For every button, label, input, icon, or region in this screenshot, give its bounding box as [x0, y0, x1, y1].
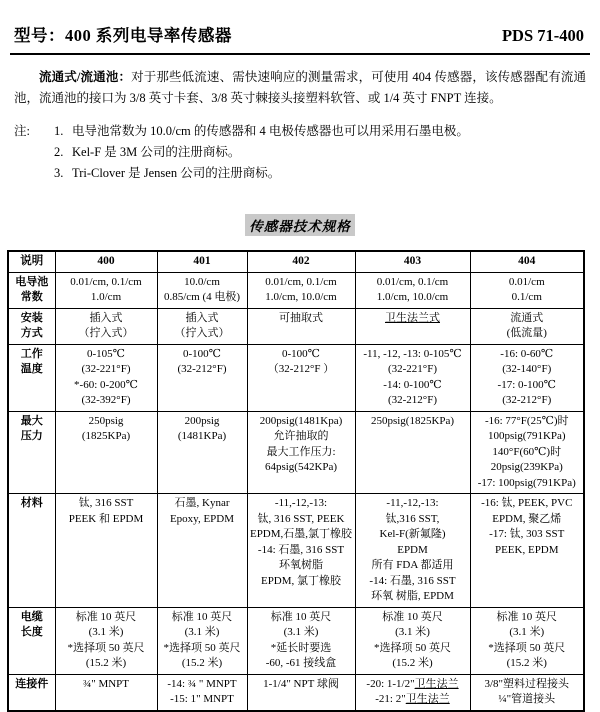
cell-line: 压力 [20, 430, 43, 442]
spec-row [8, 494, 584, 608]
cell-line: -15: 1" MNPT [170, 693, 234, 705]
cell-line: (15.2 米) [392, 657, 433, 669]
spec-row [8, 411, 584, 494]
spec-cell-402 [247, 308, 355, 344]
notes-block [14, 121, 586, 184]
spec-cell-404 [470, 494, 584, 608]
cell-line: 最大 [20, 414, 43, 427]
spec-cell-401 [157, 308, 247, 344]
document-header [0, 0, 600, 46]
spec-cell-404 [470, 272, 584, 308]
spec-cell-403 [355, 344, 470, 411]
cell-line: 10.0/cm [184, 275, 220, 288]
spec-cell-402 [247, 674, 355, 711]
cell-line: 1.0/cm, 10.0/cm [265, 291, 337, 303]
intro-body-text: 对于那些低流速、需快速响应的测量需求，可使用 404 传感器，该传感器配有流通池，流通池的接口为 3/8 英寸卡套、3/8 英寸棘接头接塑料软管、或 1/4 英寸 FNPT 连接。 [14, 70, 586, 105]
cell-line: -11, -12, -13: 0-105℃ [363, 347, 462, 360]
cell-line: 100psig(791KPa) [487, 430, 566, 442]
spec-table-body [8, 272, 584, 711]
spec-row [8, 272, 584, 308]
spec-row [8, 674, 584, 711]
cell-line: -17: 100psig(791KPa) [477, 476, 576, 489]
cell-line: 常数 [20, 291, 43, 303]
spec-cell-400 [55, 308, 157, 344]
spec-cell-404 [470, 674, 584, 711]
spec-cell-400 [55, 674, 157, 711]
cell-line: EPDM [397, 543, 428, 556]
cell-line: (3.1 米) [395, 626, 430, 638]
cell-line: 标准 10 英尺 [382, 610, 443, 623]
cell-line: ¼"管道接头 [498, 693, 556, 705]
cell-line: -17: 0-100℃ [497, 378, 556, 391]
cell-line: （拧入式） [174, 327, 230, 339]
cell-line: (32-392°F) [81, 394, 131, 406]
spec-cell-403 [355, 411, 470, 494]
cell-line: 石墨, Kynar [174, 497, 230, 509]
cell-line: *选择项 50 英尺 [163, 641, 241, 654]
cell-line: 安装 [20, 311, 43, 324]
spec-row [8, 308, 584, 344]
spec-row-label [8, 308, 55, 344]
cell-line: 1.0/cm [90, 291, 122, 303]
cell-line: 1-1/4" NPT 球阀 [263, 677, 339, 690]
cell-line: 200psig [184, 414, 220, 427]
section-title-wrap [0, 214, 600, 236]
spec-row-label [8, 411, 55, 494]
page-title: 型号：400 系列电导率传感器 [14, 26, 232, 45]
cell-line: 0.85/cm (4 电极) [163, 291, 241, 303]
spec-cell-404 [470, 411, 584, 494]
cell-line: 最大工作压力: [266, 445, 336, 458]
spec-cell-402 [247, 272, 355, 308]
cell-line: 1.0/cm, 10.0/cm [376, 291, 449, 303]
spec-cell-401 [157, 272, 247, 308]
cell-line-underlined: 卫生法兰式 [385, 311, 440, 324]
cell-line: *延长时要选 [270, 641, 332, 654]
spec-cell-404 [470, 344, 584, 411]
cell-line: 工作 [20, 347, 43, 360]
cell-line: 0.01/cm, 0.1/cm [70, 275, 142, 288]
cell-line: 标准 10 英尺 [496, 610, 557, 623]
cell-line: 长度 [20, 626, 43, 638]
cell-line: 0.01/cm, 0.1/cm [376, 275, 449, 288]
spec-cell-400 [55, 272, 157, 308]
cell-line: (1481KPa) [177, 430, 227, 442]
note-item [54, 121, 469, 142]
cell-line [358, 692, 468, 708]
cell-line: 环氧 树脂, EPDM [371, 590, 454, 602]
cell-line: EPDM,石墨,氯丁橡胶 [249, 528, 353, 540]
spec-row-label [8, 494, 55, 608]
cell-line: -11,-12,-13: [274, 497, 328, 509]
spec-col-header-404: 404 [470, 251, 584, 272]
cell-line: 20psig(239KPa) [490, 461, 563, 473]
spec-cell-401 [157, 411, 247, 494]
cell-line: 250psig(1825KPa) [370, 414, 455, 427]
cell-line: 钛, 316 SST [78, 497, 134, 509]
cell-line-prefix: -21: 2" [375, 693, 406, 705]
cell-line: 电缆 [20, 610, 43, 623]
cell-line: EPDM, 聚乙烯 [492, 512, 562, 525]
cell-line: *选择项 50 英尺 [67, 641, 145, 654]
cell-line: (32-221°F) [81, 363, 131, 375]
cell-line: 标准 10 英尺 [75, 610, 137, 623]
note-text: Tri-Clover 是 Jensen 公司的注册商标。 [72, 166, 281, 180]
document-number: PDS 71-400 [501, 26, 584, 45]
cell-line: （32-212°F ） [267, 363, 335, 375]
spec-cell-401 [157, 344, 247, 411]
note-item [54, 163, 469, 184]
cell-line: 流通式 [510, 311, 544, 324]
cell-line: 0-100℃ [183, 347, 221, 360]
sensor-spec-table [7, 250, 585, 712]
cell-line: 250psig [88, 414, 124, 427]
cell-line: *-60: 0-200℃ [74, 378, 138, 391]
cell-line: PEEK, EPDM [494, 543, 559, 556]
cell-line: 插入式 [89, 311, 123, 324]
cell-line: (32-212°F) [502, 394, 552, 406]
cell-line: -17: 钛, 303 SST [489, 528, 565, 540]
spec-col-header-400: 400 [55, 251, 157, 272]
section-title: 传感器技术规格 [245, 214, 355, 236]
spec-table-header-row [8, 251, 584, 272]
notes-list [54, 121, 469, 184]
spec-cell-401 [157, 494, 247, 608]
cell-line: (3.1 米) [88, 626, 124, 638]
cell-line: 0-105℃ [87, 347, 125, 360]
cell-line [358, 311, 468, 327]
cell-line: -14: 0-100℃ [383, 378, 442, 391]
cell-line: (3.1 米) [283, 626, 319, 638]
cell-line: 所有 FDA 都适用 [371, 559, 454, 571]
cell-line-underlined: 卫生法兰 [405, 693, 450, 705]
note-item [54, 142, 469, 163]
cell-line: EPDM, 氯丁橡胶 [260, 574, 342, 587]
spec-cell-402 [247, 344, 355, 411]
cell-line: 允许抽取的 [273, 430, 329, 442]
cell-line: 温度 [20, 363, 43, 375]
cell-line: 64psig(542KPa) [264, 461, 338, 473]
cell-line: (1825KPa) [81, 430, 131, 442]
spec-cell-402 [247, 411, 355, 494]
spec-col-header-402: 402 [247, 251, 355, 272]
spec-table-head [8, 251, 584, 272]
cell-line: -60, -61 接线盒 [265, 657, 337, 669]
cell-line: 标准 10 英尺 [270, 610, 332, 623]
cell-line: 标准 10 英尺 [171, 610, 233, 623]
cell-line: 可抽取式 [279, 311, 323, 324]
cell-line [358, 677, 468, 693]
spec-cell-403 [355, 308, 470, 344]
cell-line: (15.2 米) [85, 657, 127, 669]
cell-line: -11,-12,-13: [386, 497, 439, 509]
cell-line: 0-100℃ [282, 347, 320, 360]
spec-cell-400 [55, 494, 157, 608]
cell-line: -14: 石墨, 316 SST [369, 574, 456, 587]
cell-line: （拧入式） [78, 327, 134, 339]
cell-line: 电导池 [15, 275, 49, 288]
spec-cell-402 [247, 494, 355, 608]
cell-line: *选择项 50 英尺 [374, 641, 451, 654]
cell-line: (32-212°F) [387, 394, 437, 406]
cell-line-prefix: -20: 1-1/2" [366, 677, 415, 690]
spec-row [8, 344, 584, 411]
cell-line: 方式 [20, 327, 43, 339]
cell-line: -14: 石墨, 316 SST [257, 543, 345, 556]
spec-cell-403 [355, 272, 470, 308]
cell-line: -16: 77°F(25℃)时 [484, 414, 569, 427]
note-number: 1. [54, 124, 64, 138]
spec-col-header-401: 401 [157, 251, 247, 272]
header-divider [10, 53, 590, 55]
spec-cell-400 [55, 411, 157, 494]
cell-line-underlined: 卫生法兰 [414, 677, 459, 690]
intro-lead-label: 流通式/流通池： [39, 70, 132, 84]
cell-line: 0.01/cm [508, 275, 545, 288]
spec-cell-403 [355, 494, 470, 608]
note-text: Kel-F 是 3M 公司的注册商标。 [72, 145, 241, 159]
spec-row-label [8, 344, 55, 411]
cell-line: 材料 [20, 497, 43, 509]
cell-line: Epoxy, EPDM [169, 512, 235, 525]
cell-line: (低流量) [506, 327, 547, 339]
cell-line: Kel-F(新氟隆) [379, 528, 446, 540]
cell-line: PEEK 和 EPDM [68, 512, 144, 525]
note-number: 3. [54, 166, 64, 180]
cell-line: 钛, 316 SST, PEEK [257, 512, 345, 525]
cell-line: (32-140°F) [502, 363, 552, 375]
note-text: 电导池常数为 10.0/cm 的传感器和 4 电极传感器也可以用采用石墨电极。 [72, 124, 469, 138]
spec-cell-404 [470, 308, 584, 344]
cell-line: (32-221°F) [387, 363, 437, 375]
cell-line: 0.01/cm, 0.1/cm [265, 275, 337, 288]
cell-line: 环氧树脂 [279, 559, 323, 571]
spec-cell-401 [157, 674, 247, 711]
spec-cell-400 [55, 344, 157, 411]
cell-line: 连接件 [15, 677, 49, 690]
cell-line: ¾" MNPT [82, 677, 130, 690]
cell-line: 0.1/cm [511, 291, 542, 303]
cell-line: (3.1 米) [509, 626, 545, 638]
note-number: 2. [54, 145, 64, 159]
spec-cell-403 [355, 674, 470, 711]
cell-line: 插入式 [185, 311, 219, 324]
cell-line: (32-212°F) [177, 363, 227, 375]
spec-row-label [8, 674, 55, 711]
cell-line: -16: 0-60℃ [500, 347, 554, 360]
intro-paragraph [14, 67, 586, 109]
cell-line: *选择项 50 英尺 [488, 641, 566, 654]
spec-col-header-403: 403 [355, 251, 470, 272]
cell-line: 钛,316 SST, [385, 512, 440, 525]
spec-col-header-label: 说明 [8, 251, 55, 272]
cell-line: 140°F(60℃)时 [492, 445, 562, 458]
cell-line: (3.1 米) [184, 626, 220, 638]
cell-line: 200psig(1481Kpa) [259, 414, 343, 427]
cell-line: -14: ¾ " MNPT [167, 677, 237, 690]
notes-label: 注: [14, 124, 30, 138]
spec-row-label [8, 272, 55, 308]
cell-line: 3/8"塑料过程接头 [484, 677, 570, 690]
cell-line: (15.2 米) [181, 657, 223, 669]
cell-line: -16: 钛, PEEK, PVC [481, 497, 573, 509]
cell-line: (15.2 米) [506, 657, 547, 669]
